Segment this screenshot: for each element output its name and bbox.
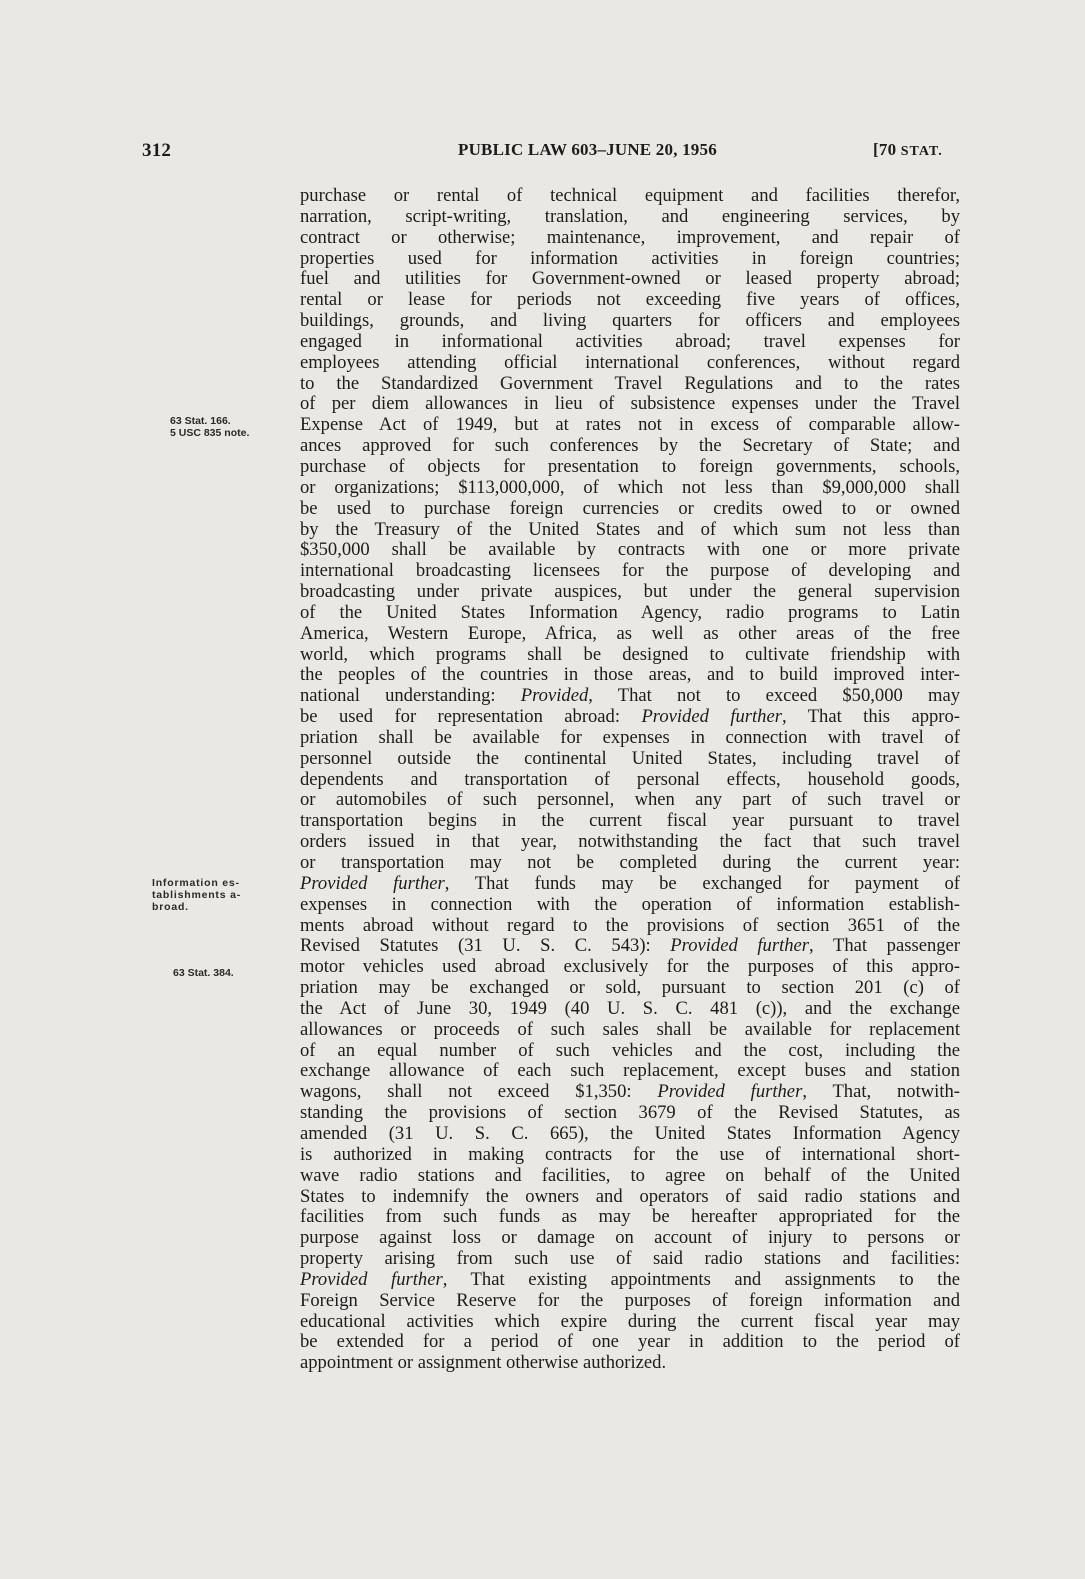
body-line: or transportation may not be completed during the current year:: [300, 852, 960, 873]
body-line: facilities from such funds as may be hereafter appropriated for the: [300, 1206, 960, 1228]
volume-reference: [873, 140, 943, 160]
body-line: allowances or proceeds of such sales shall be available for replacement: [300, 1018, 960, 1040]
margin-note-line: 63 Stat. 384.: [173, 967, 234, 979]
body-line: amended (31 U. S. C. 665), the United States Information Agency: [300, 1122, 960, 1144]
body-line: orders issued in that year, notwithstanding the fact that such travel: [300, 831, 960, 853]
margin-note-information-establishments: [152, 877, 292, 913]
body-line: personnel outside the continental United States, including travel of: [300, 747, 960, 769]
body-line: appointment or assignment otherwise authorized.: [300, 1352, 667, 1374]
page-number: 312: [142, 140, 172, 161]
body-line: of an equal number of such vehicles and the cost, including the: [300, 1039, 960, 1061]
body-line: to the Standardized Government Travel Regulations and to the rates: [300, 372, 960, 394]
body-line: transportation begins in the current fiscal year pursuant to travel: [300, 810, 960, 832]
body-line: or organizations; $113,000,000, of which not less than $9,000,000 shall: [300, 476, 960, 498]
margin-note-line: Information es-: [152, 877, 240, 889]
body-line: exchange allowance of each such replacement, except buses and station: [300, 1060, 960, 1082]
body-line: wagons, shall not exceed $1,350: Provided further, That, notwith-: [300, 1081, 961, 1103]
body-line: purchase of objects for presentation to foreign governments, schools,: [300, 455, 960, 477]
body-line: purchase or rental of technical equipment and facilities therefor,: [300, 185, 960, 206]
body-line: be extended for a period of one year in addition to the period of: [300, 1331, 960, 1353]
margin-note-stat-166: [170, 415, 295, 439]
body-line: property arising from such use of said radio stations and facilities:: [300, 1248, 960, 1270]
margin-note-line: 63 Stat. 166.: [170, 415, 231, 427]
body-line: national understanding: Provided, That not to exceed $50,000 may: [300, 685, 961, 707]
body-line: America, Western Europe, Africa, as well as other areas of the free: [300, 622, 960, 644]
body-line: or automobiles of such personnel, when any part of such travel or: [300, 789, 960, 811]
running-head: PUBLIC LAW 603–JUNE 20, 1956: [458, 140, 717, 159]
body-line: international broadcasting licensees for the purpose of developing and: [300, 560, 960, 582]
body-line: purpose against loss or damage on account of injury to persons or: [300, 1227, 960, 1249]
volume-stat: STAT.: [900, 144, 943, 159]
body-line: properties used for information activities in foreign countries;: [300, 247, 960, 269]
body-line: $350,000 shall be available by contracts with one or more private: [300, 539, 960, 561]
body-line: of the United States Information Agency, radio programs to Latin: [300, 601, 960, 623]
body-line: fuel and utilities for Government-owned or leased property abroad;: [300, 268, 960, 290]
body-line: engaged in informational activities abroad; travel expenses for: [300, 330, 960, 352]
body-line: expenses in connection with the operation of information establish-: [300, 893, 960, 915]
body-line: Foreign Service Reserve for the purposes of foreign information and: [300, 1289, 960, 1311]
volume-number: 70: [878, 140, 897, 159]
body-line: contract or otherwise; maintenance, improvement, and repair of: [300, 226, 960, 248]
body-line: broadcasting under private auspices, but under the general supervision: [300, 581, 960, 603]
body-text: [300, 186, 960, 1374]
body-line: wave radio stations and facilities, to agree on behalf of the United: [300, 1164, 960, 1186]
body-line: ments abroad without regard to the provisions of section 3651 of the: [300, 914, 960, 936]
body-line: ances approved for such conferences by the Secretary of State; and: [300, 435, 960, 457]
body-line: Revised Statutes (31 U. S. C. 543): Provided further, That passenger: [300, 935, 960, 957]
body-line: priation shall be available for expenses in connection with travel of: [300, 726, 960, 748]
body-line: be used to purchase foreign currencies or credits owed to or owned: [300, 497, 960, 519]
margin-note-stat-384: [173, 967, 293, 979]
margin-note-line: broad.: [152, 901, 189, 913]
body-line: rental or lease for periods not exceeding five years of offices,: [300, 289, 960, 311]
body-line: Expense Act of 1949, but at rates not in excess of comparable allow-: [300, 414, 960, 436]
margin-note-line: tablishments a-: [152, 889, 242, 901]
body-line: buildings, grounds, and living quarters for officers and employees: [300, 310, 960, 332]
body-line: standing the provisions of section 3679 of the Revised Statutes, as: [300, 1102, 960, 1124]
volume-bracket: [: [873, 140, 879, 159]
body-line: narration, script-writing, translation, and engineering services, by: [300, 205, 960, 227]
body-line: States to indemnify the owners and operators of said radio stations and: [300, 1185, 960, 1207]
body-line: dependents and transportation of personal effects, household goods,: [300, 768, 960, 790]
body-line: priation may be exchanged or sold, pursuant to section 201 (c) of: [300, 977, 960, 999]
body-line: educational activities which expire during the current fiscal year may: [300, 1310, 960, 1332]
margin-note-line: 5 USC 835 note.: [170, 427, 250, 439]
body-line: the peoples of the countries in those areas, and to build improved inter-: [300, 664, 960, 686]
body-line: is authorized in making contracts for the use of international short-: [300, 1143, 960, 1165]
body-line: employees attending official international conferences, without regard: [300, 351, 960, 373]
body-line: world, which programs shall be designed to cultivate friendship with: [300, 643, 960, 665]
body-line: of per diem allowances in lieu of subsistence expenses under the Travel: [300, 393, 960, 415]
body-line: motor vehicles used abroad exclusively for the purposes of this appro-: [300, 956, 960, 978]
body-line: Provided further, That existing appointments and assignments to the: [300, 1268, 960, 1290]
body-line: Provided further, That funds may be exchanged for payment of: [300, 872, 960, 894]
body-line: be used for representation abroad: Provided further, That this appro-: [300, 706, 960, 728]
body-line: by the Treasury of the United States and of which sum not less than: [300, 518, 960, 540]
body-line: the Act of June 30, 1949 (40 U. S. C. 481 (c)), and the exchange: [300, 997, 960, 1019]
